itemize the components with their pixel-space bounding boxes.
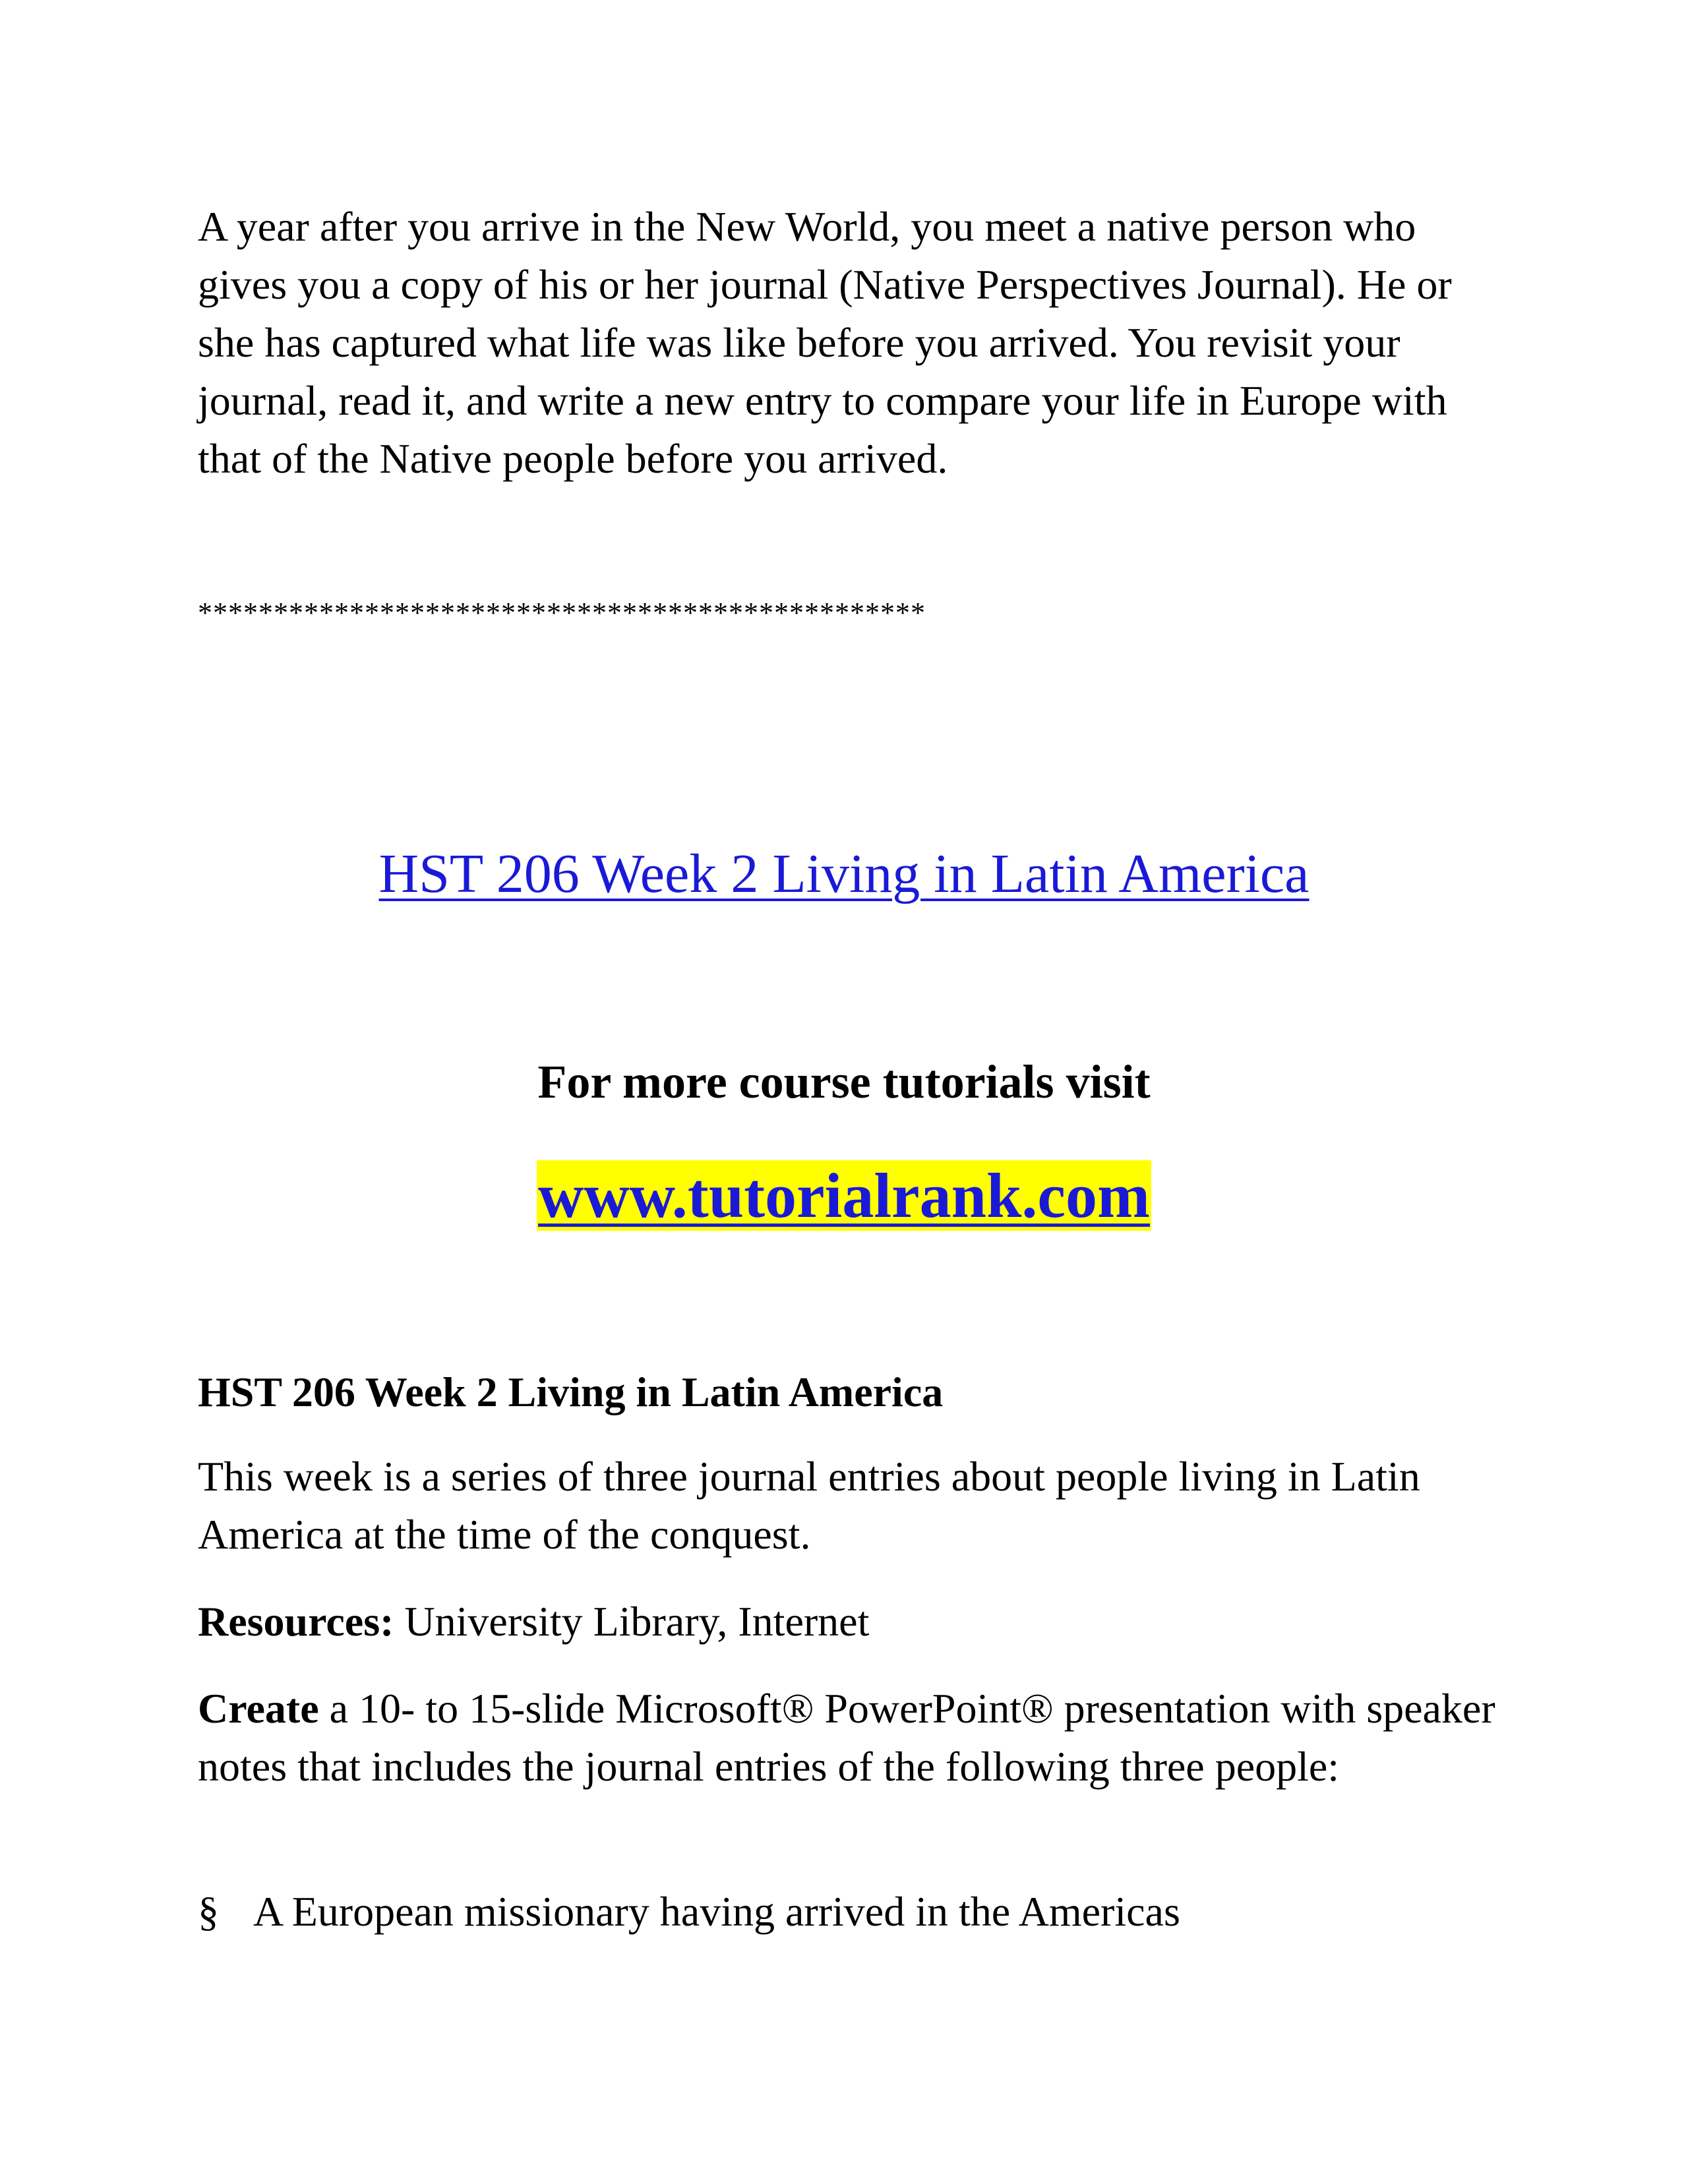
separator-line: ************************************************ bbox=[198, 597, 926, 629]
promo-text: For more course tutorials visit bbox=[537, 1055, 1151, 1108]
section-description: This week is a series of three journal entries about people living in Latin America at the time of the conquest. bbox=[198, 1453, 1420, 1558]
intro-paragraph: A year after you arrive in the New World, you meet a native person who gives you a copy of his or her journal (Native Perspectives Journal). He or she has captured what life was like before you arrived. You revisit your journal, read it, and write a new entry to compare your life in Europe with that of the Native people before you arrived. bbox=[198, 203, 1452, 482]
resources-label: Resources: bbox=[198, 1598, 394, 1645]
list-item bbox=[198, 1883, 1180, 1941]
create-label: Create bbox=[198, 1685, 319, 1732]
promo-site-row bbox=[0, 1159, 1688, 1233]
tutorialrank-link[interactable]: www.tutorialrank.com bbox=[538, 1160, 1150, 1231]
course-title-link[interactable]: HST 206 Week 2 Living in Latin America bbox=[378, 843, 1310, 904]
section-heading: HST 206 Week 2 Living in Latin America bbox=[198, 1369, 944, 1415]
resources-value: University Library, Internet bbox=[394, 1598, 870, 1645]
create-instruction bbox=[198, 1680, 1503, 1796]
list-item-text: A European missionary having arrived in the Americas bbox=[253, 1888, 1180, 1935]
section-sign-icon: § bbox=[198, 1888, 219, 1935]
resources-line bbox=[198, 1593, 1503, 1651]
course-title-row bbox=[0, 841, 1688, 907]
create-text: a 10- to 15-slide Microsoft® PowerPoint® presentation with speaker notes that includes the journal entries of the following three people: bbox=[198, 1685, 1495, 1790]
